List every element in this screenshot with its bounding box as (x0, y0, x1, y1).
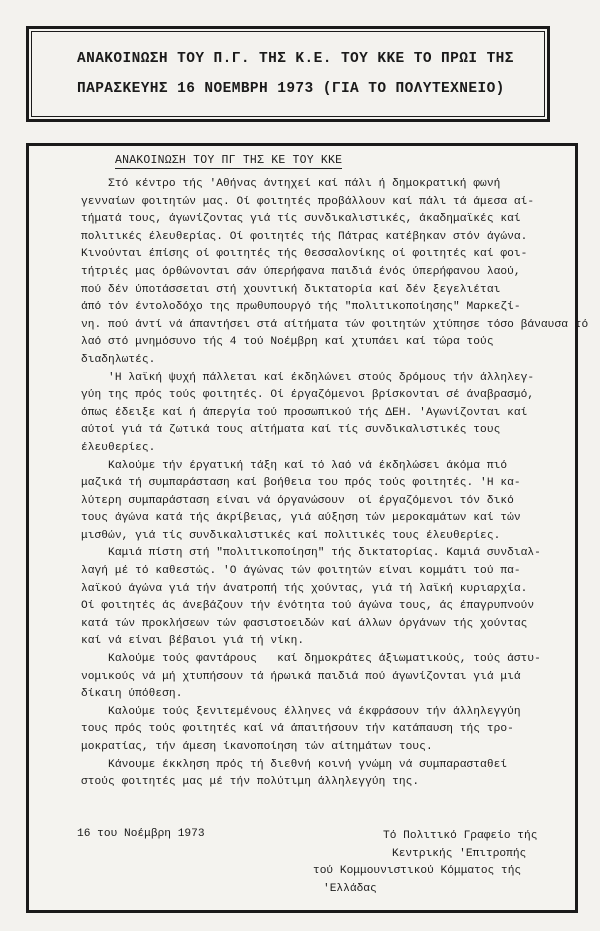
text-line: Στό κέντρο τής 'Αθήνας άντηχεί καί πάλι ή δημοκρατική φωνή (81, 178, 501, 190)
text-line: λαϊκού άγώνα γιά τήν άνατροπή τής χούντας, γιά τή λαϊκή κυριαρχία. (81, 582, 528, 595)
text-line: στούς φοιτητές μας μέ τήν πολύτιμη άλληλεγγύη της. (81, 776, 420, 789)
text-line: γενναίων φοιτητών μας. Οί φοιτητές προβάλλουν καί πάλι τά άμεσα αί- (81, 195, 535, 208)
text-line: γύη της πρός τούς φοιτητές. Οί έργαζόμενοι βρίσκονται σέ άναβρασμό, (81, 389, 535, 402)
text-line: νομικούς νά μή χτυπήσουν τά ήρωικά παιδιά πού άγωνίζονται γιά μιά (81, 670, 521, 683)
text-line: καί νά είναι βέβαιοι γιά τή νίκη. (81, 635, 305, 648)
text-line: 'Η λαϊκή ψυχή πάλλεται καί έκδηλώνει στούς δρόμους τήν άλληλεγ- (81, 371, 535, 384)
text-line: Καλούμε τούς ξενιτεμένους έλληνες νά έκφράσουν τήν άλληλεγγύη (81, 705, 521, 718)
text-line: διαδηλωτές. (81, 353, 156, 366)
text-line: όπως έδειξε καί ή άπεργία τού προσωπικού τής ΔΕΗ. 'Αγωνίζονται καί (81, 406, 528, 419)
text-line: τους άγώνα κατά τής άκρίβειας, γιά αύξηση τών μεροκαμάτων καί τών (81, 512, 521, 525)
text-line: άπό τόν έντολοδόχο της πρωθυπουργό τής "πολιτικοποίησης" Μαρκεζί- (81, 301, 521, 314)
text-line: τήματά τους, άγωνίζοντας γιά τίς συνδικαλιστικές, άκαδημαϊκές καί (81, 213, 521, 226)
text-line: έλευθερίες. (81, 441, 156, 454)
title-box (26, 26, 550, 122)
text-line: λαό στό μνημόσυνο τής 4 τού Νοέμβρη καί χτυπάει καί τώρα τούς (81, 336, 494, 349)
text-line: μοκρατίας, τήν άμεση ίκανοποίηση τών αίτημάτων τους. (81, 741, 433, 753)
text-line: πολιτικές έλευθερίας. Οί φοιτητές τής Πάτρας κατέβηκαν στόν άγώνα. (81, 230, 528, 243)
title-line-1: ΑΝΑΚΟΙΝΩΣΗ ΤΟΥ Π.Γ. ΤΗΣ Κ.Ε. ΤΟΥ ΚΚΕ ΤΟ ΠΡΩΙ ΤΗΣ (77, 51, 514, 67)
text-line: λύτερη συμπαράσταση είναι νά όργανώσουν οί έργαζόμενοι τόν δικό (81, 494, 514, 507)
text-line: Καλούμε τούς φαντάρους καί δημοκράτες άξιωματικούς, τούς άστυ- (81, 653, 541, 666)
text-line: μαζικά τή συμπαράσταση καί βοήθεια του πρός τούς φοιτητές. 'Η κα- (81, 477, 521, 490)
text-line: Οί φοιτητές άς άνεβάζουν τήν ένότητα τού άγώνα τους, άς έπαγρυπνούν (81, 600, 535, 613)
text-line: δίκαιη ύπόθεση. (81, 688, 183, 701)
text-line: πού δέν ύποτάσσεται στή χουντική δικτατορία καί δέν ξεγελιέται (81, 283, 501, 296)
document-text (81, 176, 589, 792)
text-line: Καμιά πίστη στή "πολιτικοποίηση" τής δικτατορίας. Καμιά συνδιαλ- (81, 547, 541, 560)
text-line: κατά τών προκλήσεων τών φασιστοειδών καί άλλων όργάνων τής χούντας (81, 617, 528, 630)
signature-line-3: τού Κομμουνιστικού Κόμματος τής (313, 865, 522, 878)
text-line: Κάνουμε έκκληση πρός τή διεθνή κοινή γνώμη νά συμπαρασταθεί (81, 758, 508, 771)
text-line: Κινούνται έπίσης οί φοιτητές τής Θεσσαλονίκης οί φοιτητές καί φοι- (81, 248, 528, 261)
signature-line-1: Τό Πολιτικό Γραφείο τής (383, 830, 538, 842)
title-line-2: ΠΑΡΑΣΚΕΥΗΣ 16 ΝΟΕΜΒΡΗ 1973 (ΓΙΑ ΤΟ ΠΟΛΥΤΕΧΝΕΙΟ) (77, 81, 505, 97)
text-line: λαγή μέ τό καθεστώς. 'Ο άγώνας τών φοιτητών είναι κομμάτι τού πα- (81, 565, 521, 578)
text-line: μισθών, γιά τίς συνδικαλιστικές καί πολιτικές τους έλευθερίες. (81, 529, 501, 542)
text-line: αύτοί γιά τά ζωτικά τους αίτήματα καί τίς συνδικαλιστικές τους (81, 424, 501, 437)
text-line: τους πρός τούς φοιτητές καί νά άπαιτήσουν τήν κατάπαυση τής τρο- (81, 723, 514, 736)
signature-line-2: Κεντρικής 'Επιτροπής (392, 847, 527, 860)
text-line: νη. πού άντί νά άπαντήσει στά αίτήματα τών φοιτητών χτύπησε τόσο βάναυσα τό (81, 318, 589, 331)
document-body-box (26, 143, 589, 913)
document-date: 16 του Νοέμβρη 1973 (77, 828, 205, 840)
text-line: Καλούμε τήν έργατική τάξη καί τό λαό νά έκδηλώσει άκόμα πιό (81, 459, 508, 472)
signature-line-4: 'Ελλάδας (323, 882, 377, 895)
text-line: τήτριές μας όρθώνονται σάν ύπερήφανα παιδιά ένός ύπερήφανου λαού, (81, 265, 521, 278)
document-header: ΑΝΑΚΟΙΝΩΣΗ ΤΟΥ ΠΓ ΤΗΣ ΚΕ ΤΟΥ ΚΚΕ (115, 154, 343, 167)
